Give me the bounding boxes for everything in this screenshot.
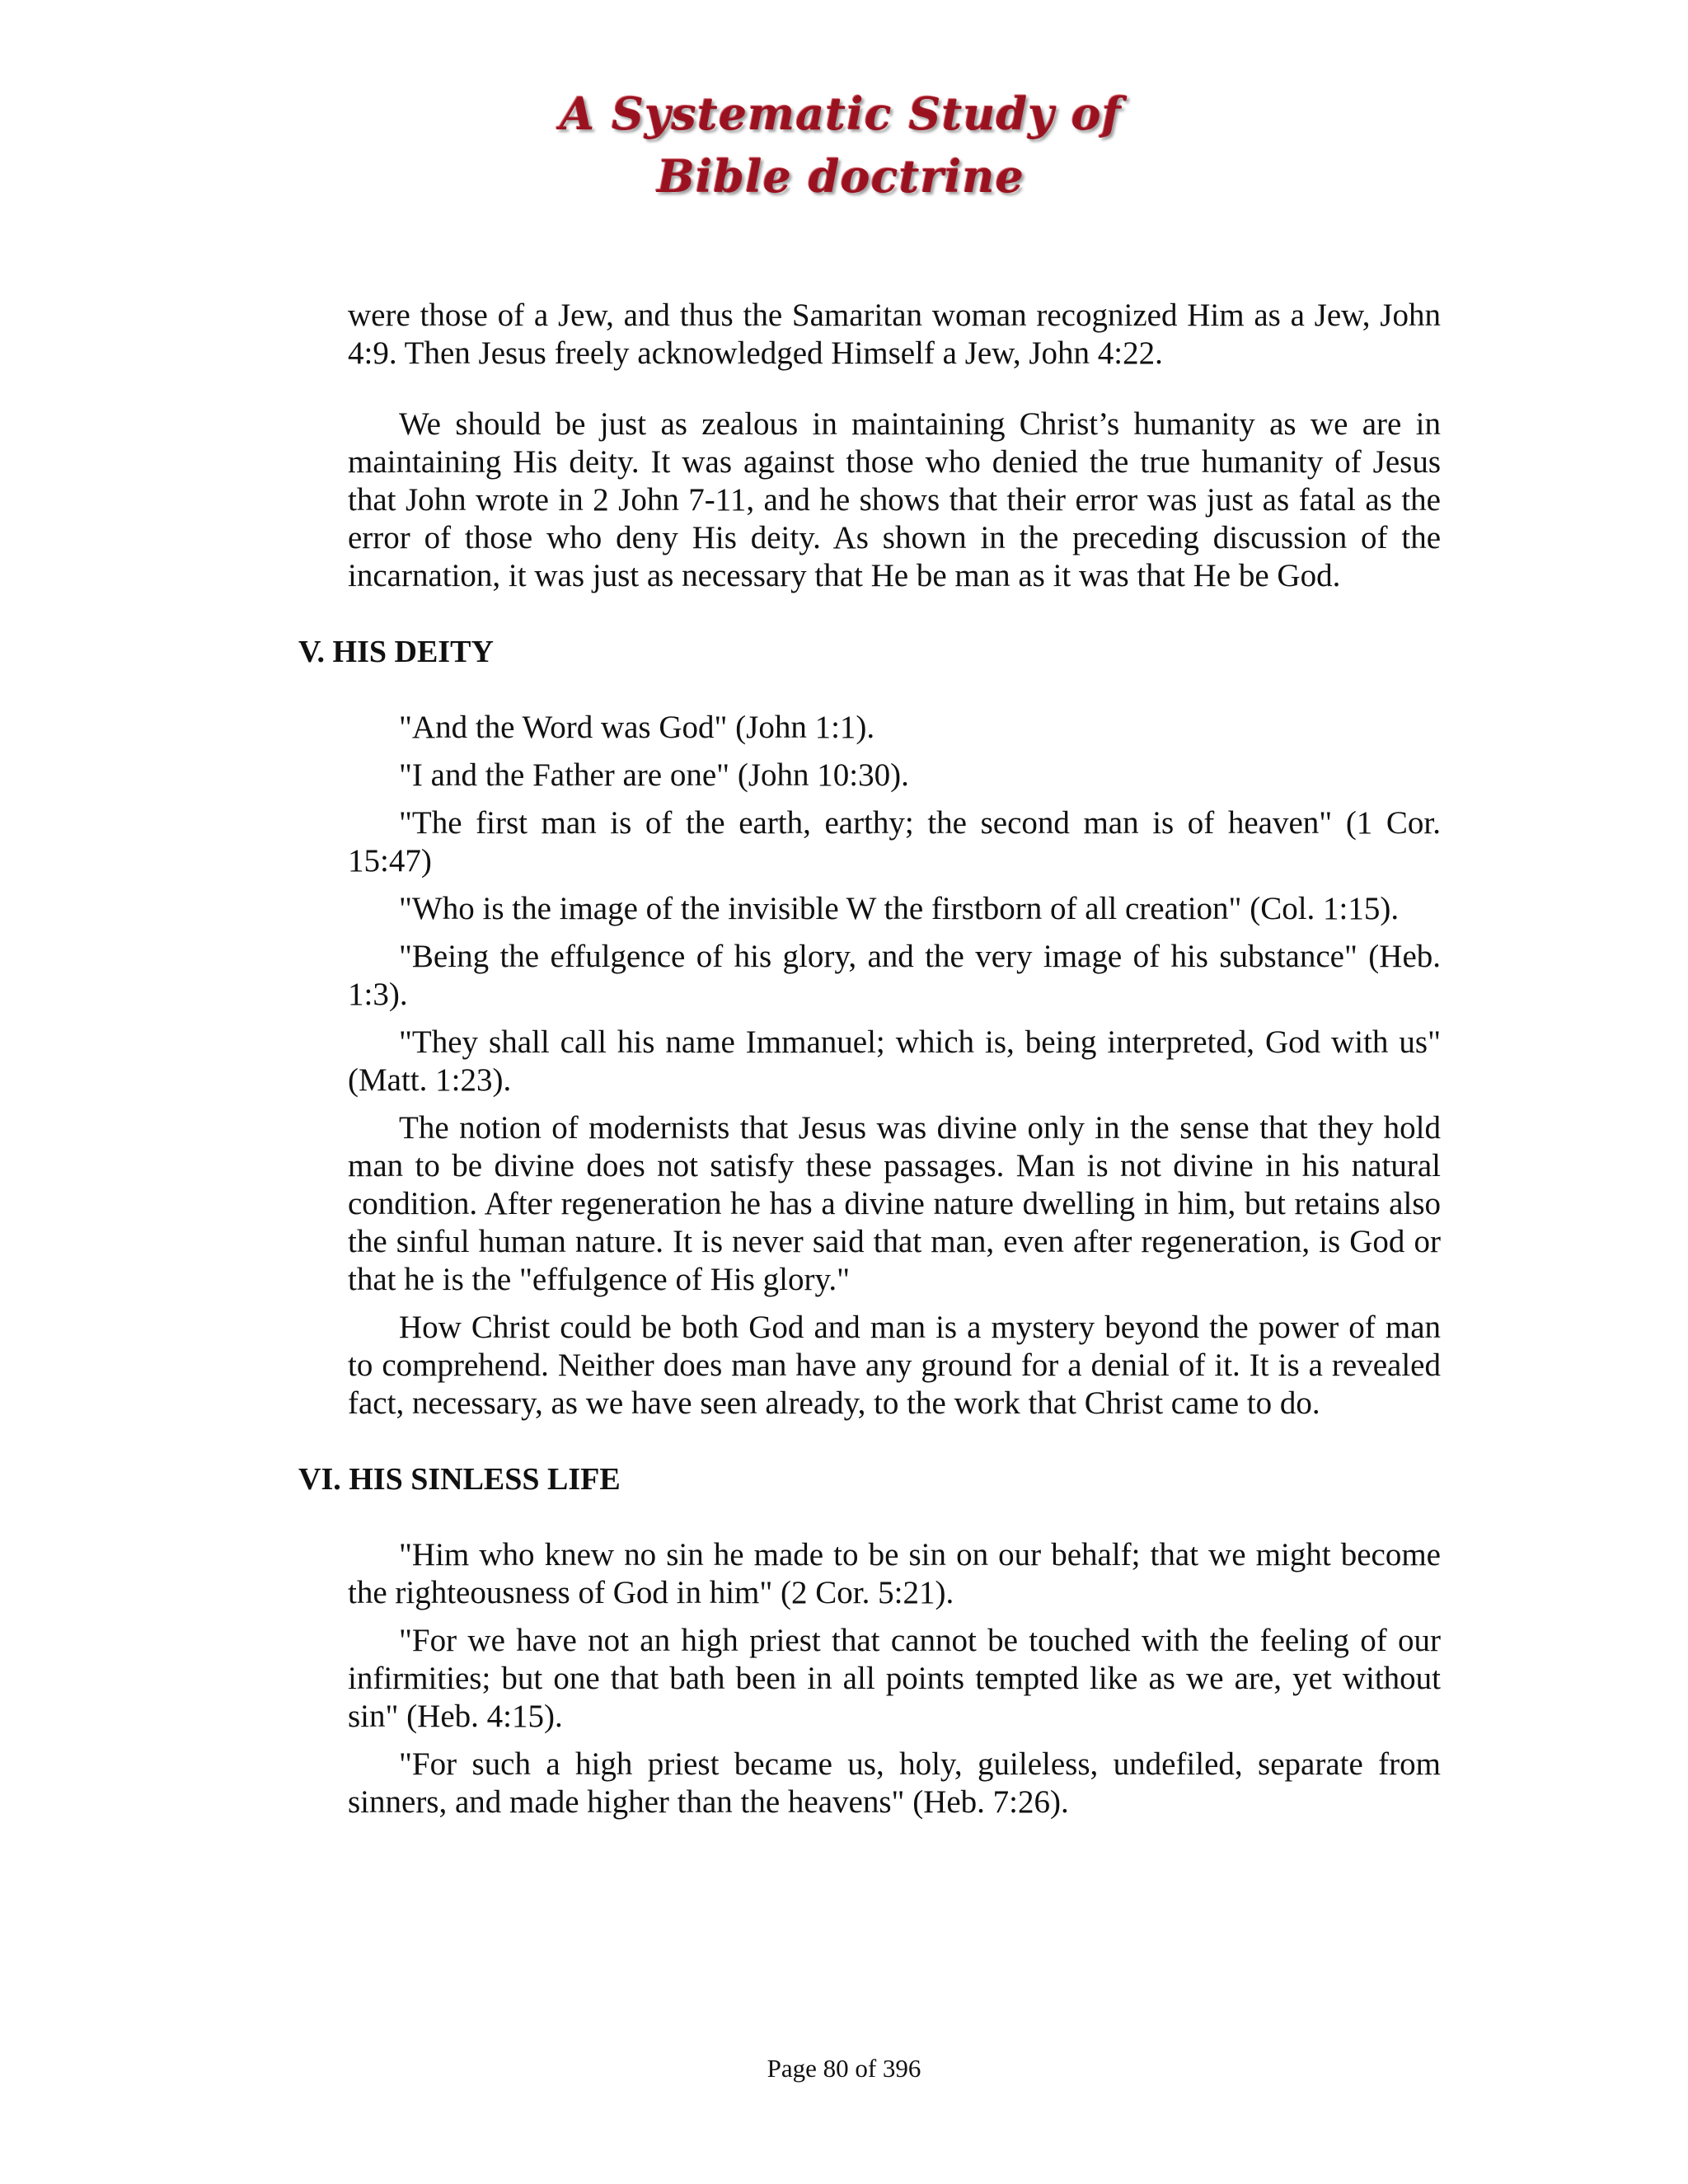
scripture-quote: "I and the Father are one" (John 10:30). <box>399 757 909 793</box>
scripture-quote: "For we have not an high priest that cannot be touched with the feeling of our infirmities; but one that bath been in all points tempted like as we are, yet without sin" (Heb. 4:15). <box>348 1623 1441 1734</box>
scripture-quote: "They shall call his name Immanuel; which is, being interpreted, God with us" (Matt. 1:23). <box>348 1024 1441 1098</box>
body-paragraph: How Christ could be both God and man is a mystery beyond the power of man to comprehend. Neither does man have any ground for a denial of it. It is a revealed fact, necessary, as we have seen already, to the work that Christ came to do. <box>348 1310 1441 1421</box>
intro-paragraph-1: were those of a Jew, and thus the Samaritan woman recognized Him as a Jew, John 4:9. Then Jesus freely acknowledged Himself a Jew, John 4:22. <box>348 298 1441 371</box>
scripture-quote: "And the Word was God" (John 1:1). <box>399 710 875 745</box>
page-number: Page 80 of 396 <box>767 2054 921 2083</box>
logo-line-2: Bible doctrine <box>657 150 1025 203</box>
scripture-quote: "Being the effulgence of his glory, and the very image of his substance" (Heb. 1:3). <box>348 939 1441 1012</box>
logo-line-1: A Systematic Study of <box>560 87 1122 140</box>
body-paragraph: The notion of modernists that Jesus was divine only in the sense that they hold man to be divine does not satisfy these passages. Man is not divine in his natural condition. After regeneration he has a divine nature dwelling in him, but retains also the sinful human nature. It is never said that man, even after regeneration, is God or that he is the "effulgence of His glory." <box>348 1110 1441 1297</box>
scripture-quote: "Him who knew no sin he made to be sin on our behalf; that we might become the righteousness of God in him" (2 Cor. 5:21). <box>348 1537 1441 1610</box>
scripture-quote: "The first man is of the earth, earthy; the second man is of heaven" (1 Cor. 15:47) <box>348 805 1441 879</box>
intro-paragraph-2: We should be just as zealous in maintaining Christ’s humanity as we are in maintaining His deity. It was against those who denied the true humanity of Jesus that John wrote in 2 John 7-11, and he shows that their error was just as fatal as the error of those who deny His deity. As shown in the preceding discussion of the incarnation, it was just as necessary that He be man as it was that He be God. <box>348 406 1441 593</box>
scripture-quote: "Who is the image of the invisible W the firstborn of all creation" (Col. 1:15). <box>399 891 1400 926</box>
section-heading-sinless-life: VI. HIS SINLESS LIFE <box>298 1462 621 1497</box>
section-heading-deity: V. HIS DEITY <box>298 635 494 669</box>
page-content <box>0 297 1688 1831</box>
book-title-logo <box>544 82 1137 223</box>
scripture-quote: "For such a high priest became us, holy, guileless, undefiled, separate from sinners, and made higher than the heavens" (Heb. 7:26). <box>348 1746 1441 1820</box>
